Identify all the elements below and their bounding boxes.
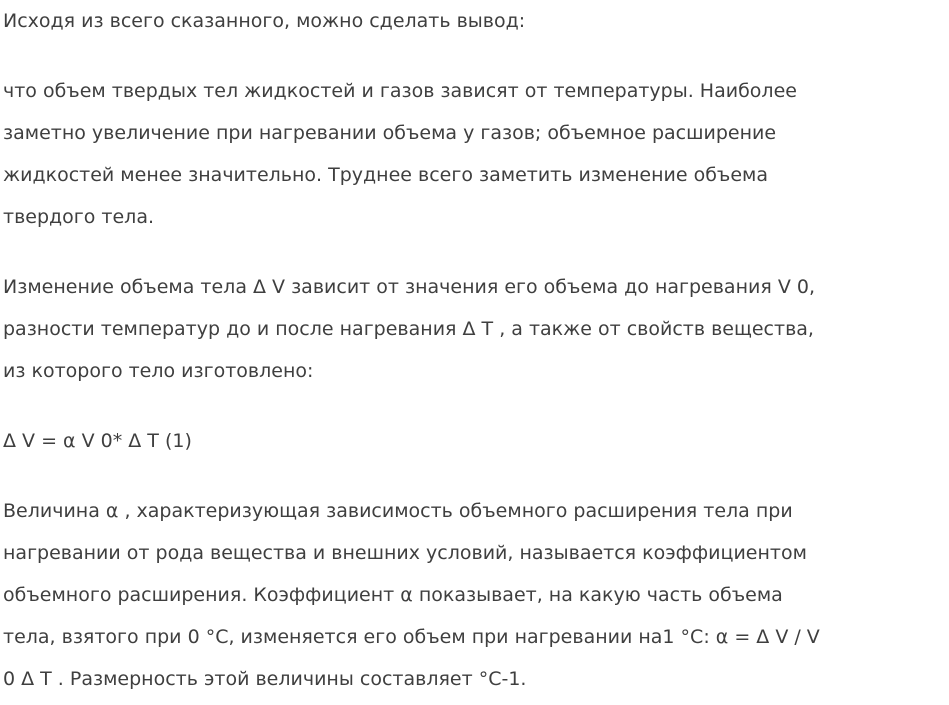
paragraph-3-line-4: тела, взятого при 0 °C, изменяется его объем при нагревании на1 °C: α = Δ V / V (3, 626, 820, 648)
article-body (3, 0, 947, 700)
formula-line: Δ V = α V 0* Δ T (1) (3, 430, 192, 452)
paragraph-1-line-2: заметно увеличение при нагревании объема у газов; объемное расширение (3, 122, 777, 144)
paragraph-3-line-5: 0 Δ T . Размерность этой величины составляет °C-1. (3, 668, 527, 690)
paragraph-gap (3, 238, 947, 266)
paragraph-gap (3, 42, 947, 70)
paragraph-2-line-3: из которого тело изготовлено: (3, 360, 314, 382)
paragraph-gap (3, 462, 947, 490)
paragraph-2-line-2: разности температур до и после нагревания Δ T , а также от свойств вещества, (3, 318, 814, 340)
intro-text: Исходя из всего сказанного, можно сделать вывод: (3, 10, 526, 32)
paragraph-gap (3, 392, 947, 420)
paragraph-1-line-3: жидкостей менее значительно. Труднее всего заметить изменение объема (3, 164, 769, 186)
paragraph-3-line-1: Величина α , характеризующая зависимость объемного расширения тела при (3, 500, 793, 522)
paragraph-1-line-1: что объем твердых тел жидкостей и газов зависят от температуры. Наиболее (3, 80, 797, 102)
paragraph-3-line-3: объемного расширения. Коэффициент α показывает, на какую часть объема (3, 584, 783, 606)
paragraph-2-line-1: Изменение объема тела Δ V зависит от значения его объема до нагревания V 0, (3, 276, 815, 298)
paragraph-1-line-4: твердого тела. (3, 206, 155, 228)
paragraph-3-line-2: нагревании от рода вещества и внешних условий, называется коэффициентом (3, 542, 807, 564)
